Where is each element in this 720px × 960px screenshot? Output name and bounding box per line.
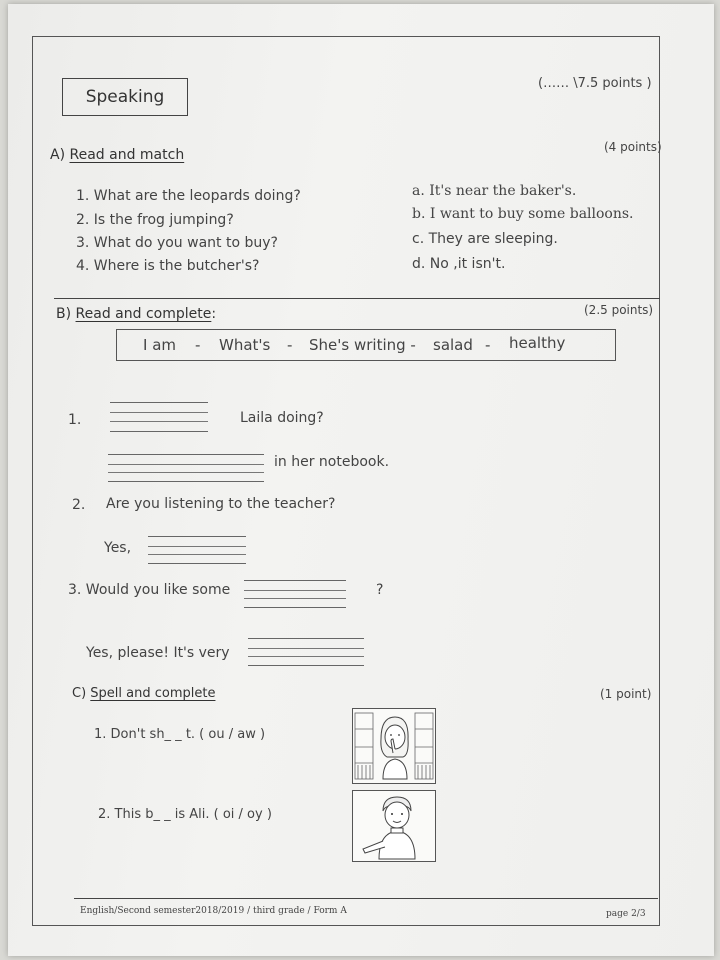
b-question-mark: ? (376, 582, 384, 598)
waving-boy-icon (353, 791, 435, 861)
match-answer: d. No ,it isn't. (412, 256, 506, 272)
match-answer: c. They are sleeping. (412, 231, 558, 247)
part-b-colon: : (211, 306, 217, 322)
answer-blank[interactable] (110, 402, 208, 432)
section-title-box (62, 78, 188, 116)
part-b-heading (56, 306, 216, 322)
answer-blank[interactable] (148, 536, 246, 564)
b-question-text: Laila doing? (240, 410, 324, 426)
answer-blank[interactable] (248, 638, 364, 666)
part-a-prefix: A) (50, 147, 66, 163)
part-a-heading (50, 147, 184, 163)
part-b-prefix: B) (56, 306, 72, 322)
boy-picture (352, 790, 436, 862)
match-question: 1. What are the leopards doing? (76, 188, 301, 204)
b-answer-prefix: Yes, please! It's very (86, 645, 230, 661)
part-c-heading (72, 686, 215, 701)
part-c-points: (1 point) (600, 687, 652, 701)
match-answer: b. I want to buy some balloons. (412, 206, 634, 222)
b-question-text: 3. Would you like some (68, 582, 231, 598)
b-question-number: 2. (72, 497, 86, 513)
spell-item: 2. This b_ _ is Ali. ( oi / oy ) (98, 807, 272, 822)
part-c-prefix: C) (72, 686, 87, 701)
girl-library-picture (352, 708, 436, 784)
b-question-number: 1. (68, 412, 82, 428)
b-question-text: Are you listening to the teacher? (106, 496, 336, 512)
part-c-title: Spell and complete (90, 686, 216, 701)
part-b-title: Read and complete (75, 306, 212, 322)
match-question: 4. Where is the butcher's? (76, 258, 260, 274)
part-a-title: Read and match (69, 147, 185, 163)
answer-blank[interactable] (108, 454, 264, 482)
part-b-points: (2.5 points) (584, 303, 654, 317)
match-question: 2. Is the frog jumping? (76, 212, 234, 228)
match-answer: a. It's near the baker's. (412, 183, 577, 199)
word-bank-separator: - (485, 336, 491, 354)
part-a-points: (4 points) (604, 140, 662, 154)
word-bank-separator: - (287, 336, 293, 354)
section-divider (54, 298, 660, 299)
answer-blank[interactable] (244, 580, 346, 608)
word-bank-item: I am (143, 336, 176, 354)
word-bank-item: salad (433, 336, 473, 354)
word-bank-item: healthy (509, 334, 566, 352)
girl-shushing-icon (353, 709, 435, 783)
footer-rule (74, 898, 658, 899)
word-bank (116, 329, 616, 361)
word-bank-item: What's (219, 336, 271, 354)
spell-item: 1. Don't sh_ _ t. ( ou / aw ) (94, 727, 266, 742)
section-title: Speaking (85, 87, 165, 107)
word-bank-separator: - (195, 336, 201, 354)
footer-course: English/Second semester2018/2019 / third grade / Form A (80, 906, 347, 916)
total-points: (…… \7.5 points ) (538, 76, 652, 91)
word-bank-item: She's writing - (309, 336, 416, 354)
match-question: 3. What do you want to buy? (76, 235, 278, 251)
footer-page-number: page 2/3 (606, 909, 646, 919)
b-question-text: in her notebook. (274, 454, 390, 470)
b-answer-prefix: Yes, (104, 540, 132, 556)
